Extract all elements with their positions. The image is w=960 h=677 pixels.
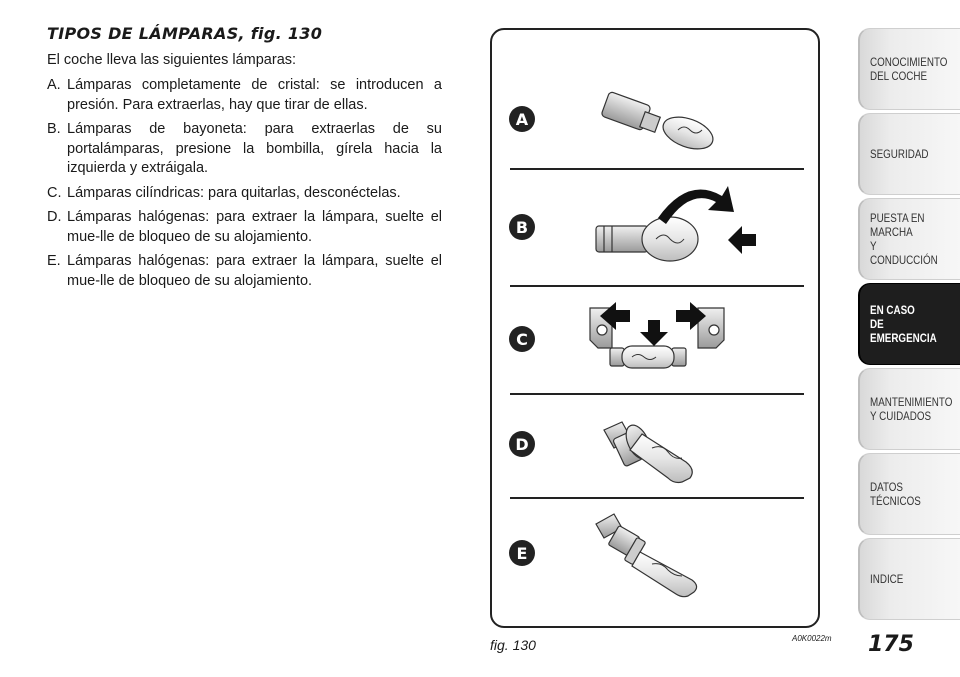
label-badge-e: [509, 540, 535, 566]
svg-text:E: E: [516, 544, 528, 563]
tab-en-caso-de-emergencia[interactable]: [858, 283, 960, 365]
list-item-d: [47, 208, 442, 247]
label-badge-b: [509, 214, 535, 240]
lamp-illustration: [492, 30, 818, 626]
tab-conocimiento-del-coche[interactable]: [858, 28, 960, 110]
tab-mantenimiento[interactable]: [858, 368, 960, 450]
main-text-column: [47, 24, 442, 296]
lamp-d-halogen: [604, 421, 692, 482]
label-badge-c: [509, 326, 535, 352]
list-letter: D.: [47, 209, 62, 225]
lamp-e-halogen: [596, 514, 697, 597]
list-letter: E.: [47, 253, 61, 269]
lamp-b-bayonet: [596, 217, 698, 261]
list-text: Lámparas cilíndricas: para quitarlas, desconéctelas.: [67, 184, 401, 201]
list-item-b: [47, 120, 442, 179]
arrow-down-icon: [640, 320, 668, 346]
tab-puesta-en-marcha[interactable]: [858, 198, 960, 280]
list-text: Lámparas halógenas: para extraer la lámpara, suelte el mue-lle de bloqueo de su alojamiento.: [67, 253, 442, 289]
svg-text:C: C: [516, 330, 528, 349]
svg-text:D: D: [515, 435, 529, 454]
figure-caption: fig. 130: [490, 637, 536, 653]
intro-paragraph: El coche lleva las siguientes lámparas:: [47, 52, 297, 68]
label-badge-a: [509, 106, 535, 132]
svg-text:B: B: [515, 218, 529, 237]
tab-label: SEGURIDAD: [870, 147, 929, 161]
list-text: Lámparas completamente de cristal: se introducen a presión. Para extraerlas, hay que tirar de ellas.: [67, 77, 442, 113]
svg-text:A: A: [515, 110, 529, 129]
tab-label: EN CASO DE EMERGENCIA: [870, 303, 937, 345]
list-letter: B.: [47, 121, 61, 137]
list-letter: C.: [47, 184, 62, 201]
section-title: TIPOS DE LÁMPARAS, fig. 130: [47, 24, 323, 43]
list-text: Lámparas halógenas: para extraer la lámpara, suelte el mue-lle de bloqueo de su alojamiento.: [67, 209, 442, 245]
tab-indice[interactable]: [858, 538, 960, 620]
list-item-c: [47, 184, 442, 204]
tab-label: CONOCIMIENTO DEL COCHE: [870, 55, 948, 83]
list-item-e: [47, 252, 442, 291]
tab-label: MANTENIMIENTO Y CUIDADOS: [870, 395, 953, 423]
label-badge-d: [509, 431, 535, 457]
tab-seguridad[interactable]: [858, 113, 960, 195]
list-text: Lámparas de bayoneta: para extraerlas de su portalámparas, presione la bombilla, gírela hacia la izquierda y extráigala.: [67, 121, 442, 176]
tab-datos-tecnicos[interactable]: [858, 453, 960, 535]
push-arrow-icon: [728, 226, 756, 254]
page-number: 175: [868, 632, 914, 657]
lamp-types-figure: [490, 28, 820, 628]
figure-code: A0K0022m: [792, 634, 832, 643]
chapter-tabs: [858, 28, 960, 623]
lamp-a-glass-wedge: [601, 91, 717, 155]
rotate-arrow-icon: [658, 186, 734, 224]
tab-label: PUESTA EN MARCHA Y CONDUCCIÓN: [870, 211, 938, 267]
tab-label: DATOS TÉCNICOS: [870, 480, 921, 508]
list-letter: A.: [47, 77, 61, 93]
tab-label: INDICE: [870, 572, 904, 586]
list-item-a: [47, 76, 442, 115]
